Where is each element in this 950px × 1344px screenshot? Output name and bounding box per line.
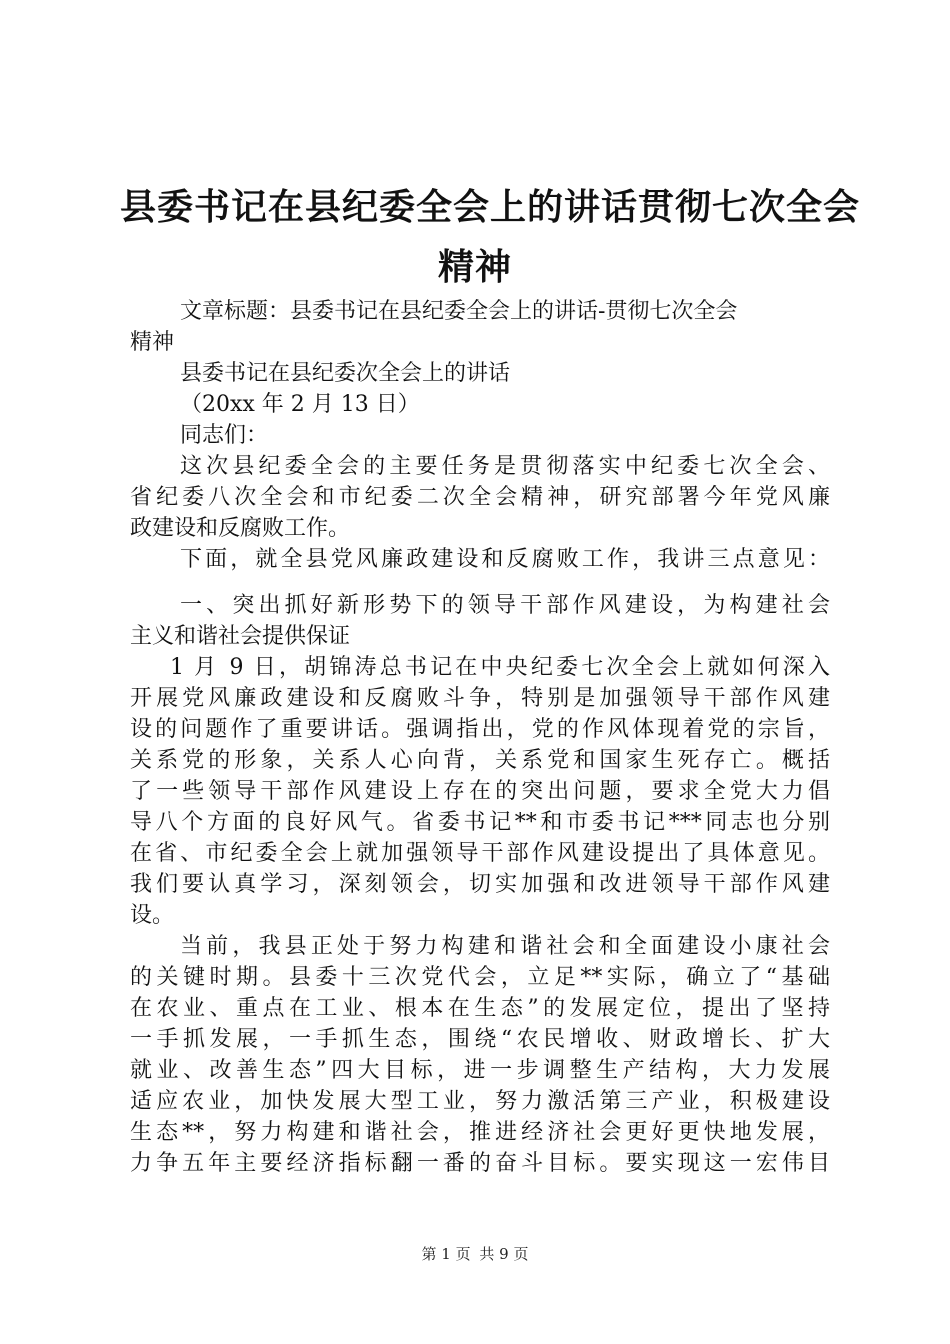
page-total: 共 9 页 bbox=[479, 1245, 529, 1263]
text-line: 了一些领导干部作风建设上存在的突出问题，要求全党大力倡 bbox=[130, 779, 830, 804]
text-line: 县委书记在县纪委次全会上的讲话 bbox=[180, 361, 511, 386]
text-line: 导八个方面的良好风气。省委书记**和市委书记***同志也分别 bbox=[130, 810, 830, 835]
section-heading-line: 一、突出抓好新形势下的领导干部作风建设，为构建社会 bbox=[180, 593, 830, 618]
text-line: 文章标题：县委书记在县纪委全会上的讲话-贯彻七次全会 bbox=[180, 299, 738, 324]
page-number: 第 1 页 bbox=[421, 1245, 471, 1263]
paragraph-gap bbox=[130, 575, 830, 590]
text-line: 设。 bbox=[130, 903, 175, 928]
text-line: 政建设和反腐败工作。 bbox=[130, 516, 351, 541]
document-body bbox=[130, 296, 830, 1179]
section-heading-line: 主义和谐社会提供保证 bbox=[130, 624, 351, 649]
text-line: 这次县纪委全会的主要任务是贯彻落实中纪委七次全会、 bbox=[180, 454, 830, 479]
text-line: 关系党的形象，关系人心向背，关系党和国家生死存亡。概括 bbox=[130, 748, 830, 773]
page-footer bbox=[0, 1243, 950, 1264]
text-line: 当前，我县正处于努力构建和谐社会和全面建设小康社会 bbox=[180, 934, 830, 959]
text-line: 设的问题作了重要讲话。强调指出，党的作风体现着党的宗旨， bbox=[130, 717, 830, 742]
text-line: 生态**，努力构建和谐社会，推进经济社会更好更快地发展， bbox=[130, 1120, 830, 1145]
text-line: 1 月 9 日，胡锦涛总书记在中央纪委七次全会上就如何深入 bbox=[170, 655, 830, 680]
text-line: 一手抓发展，一手抓生态，围绕“农民增收、财政增长、扩大 bbox=[130, 1027, 830, 1052]
text-line: 适应农业，加快发展大型工业，努力激活第三产业，积极建设 bbox=[130, 1089, 830, 1114]
text-line: 同志们： bbox=[180, 423, 269, 448]
text-line: 力争五年主要经济指标翻一番的奋斗目标。要实现这一宏伟目 bbox=[130, 1151, 830, 1176]
document-title-line-1: 县委书记在县纪委全会上的讲话贯彻七次全会 bbox=[120, 187, 861, 228]
document-title-line-2: 精神 bbox=[437, 247, 512, 288]
text-line: 开展党风廉政建设和反腐败斗争，特别是加强领导干部作风建 bbox=[130, 686, 830, 711]
text-line: 在省、市纪委全会上就加强领导干部作风建设提出了具体意见。 bbox=[130, 841, 830, 866]
text-line: 在农业、重点在工业、根本在生态”的发展定位，提出了坚持 bbox=[130, 996, 830, 1021]
text-line: 我们要认真学习，深刻领会，切实加强和改进领导干部作风建 bbox=[130, 872, 830, 897]
text-line: 精神 bbox=[130, 330, 175, 355]
text-line: 省纪委八次全会和市纪委二次全会精神，研究部署今年党风廉 bbox=[130, 485, 830, 510]
text-line: 的关键时期。县委十三次党代会，立足**实际，确立了“基础 bbox=[130, 965, 830, 990]
text-line: （20xx 年 2 月 13 日） bbox=[180, 392, 420, 417]
text-line: 就业、改善生态”四大目标，进一步调整生产结构，大力发展 bbox=[130, 1058, 830, 1083]
text-line: 下面，就全县党风廉政建设和反腐败工作，我讲三点意见： bbox=[180, 547, 830, 572]
